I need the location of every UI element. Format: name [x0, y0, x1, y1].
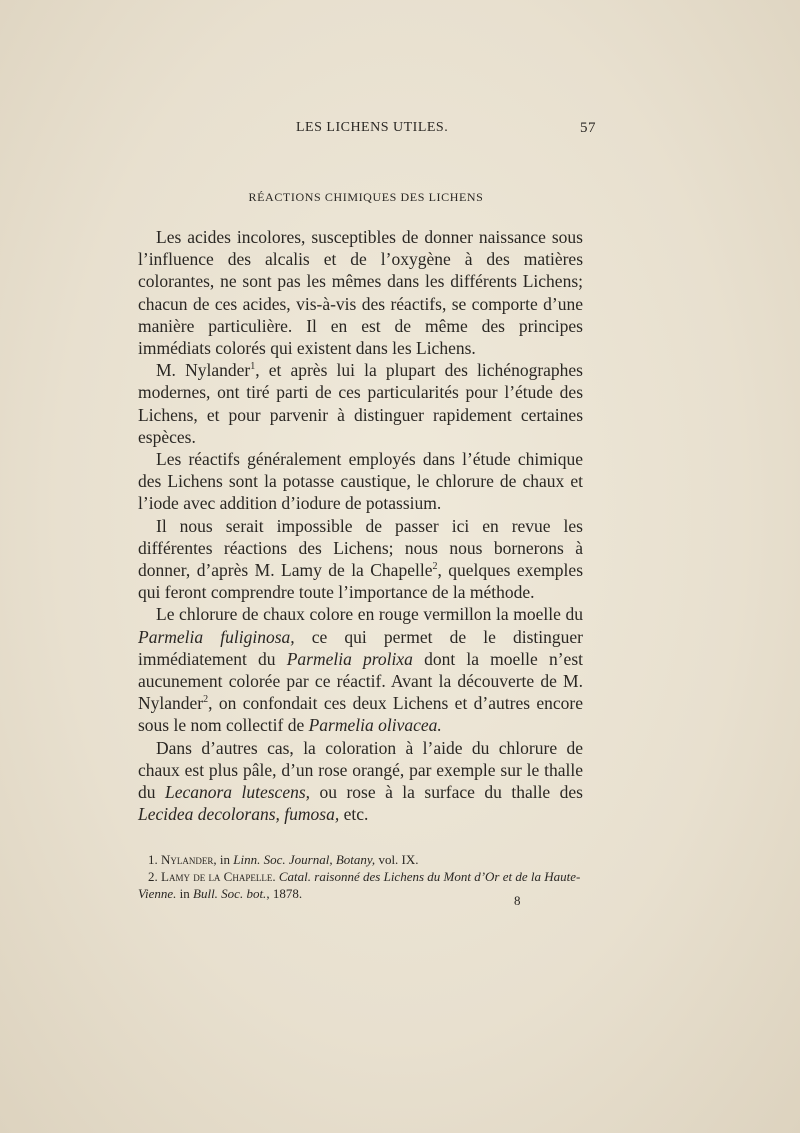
paragraph-4: Il nous serait impossible de passer ici en revue les différentes réactions des Lichens; nous nous bornerons à donner, d’après M. Lamy de la Chapelle$^2$, quelques exemples qui feront comprendre toute l’importance de la méthode.	[138, 515, 584, 603]
footnote-ref[interactable]: 2	[203, 694, 209, 706]
running-head	[136, 120, 596, 140]
footnote-1: 1. Nylander, in Linn. Soc. Journal, Botany, vol. IX.	[148, 852, 419, 867]
signature-mark: 8	[514, 893, 521, 908]
paragraph-3: Les réactifs généralement employés dans l’étude chimique des Lichens sont la potasse caustique, le chlorure de chaux et l’iode avec addition d’iodure de potassium.	[138, 449, 583, 514]
paragraph-2: M. Nylander$^1$, et après lui la plupart des lichénographes modernes, ont tiré parti de ces particularités pour l’étude des Lichens, et pour parvenir à distinguer rapidement certaines espèces.	[138, 360, 583, 447]
page-number: 57	[580, 120, 596, 136]
paragraph-1: Les acides incolores, susceptibles de donner naissance sous l’influence des alcalis et de l’oxygène à des matières colorantes, ne sont pas les mêmes dans les différents Lichens; chacun de ces acides, vis-à-vis des réactifs, se comporte d’une manière particulière. Il en est de même des principes immédiats colorés qui existent dans les Lichens.	[138, 227, 583, 359]
footnote-2: 2. Lamy de la Chapelle. Catal. raisonné des Lichens du Mont d’Or et de la Haute-Vienne. in Bull. Soc. bot., 1878.	[138, 869, 581, 901]
section-title: RÉACTIONS CHIMIQUES DES LICHENS	[248, 190, 484, 204]
footnote-ref[interactable]: 1	[250, 361, 256, 373]
paragraph-6: Dans d’autres cas, la coloration à l’aide du chlorure de chaux est plus pâle, d’un rose orangé, par exemple sur le thalle du Lecanora lutescens, ou rose à la surface du thalle des Lecidea decolorans, fumosa, etc.	[138, 737, 583, 825]
body-text	[138, 226, 583, 825]
footnote-ref[interactable]: 2	[432, 561, 438, 573]
running-title: LES LICHENS UTILES.	[296, 120, 449, 135]
paragraph-5: Le chlorure de chaux colore en rouge vermillon la moelle du Parmelia fuliginosa, ce qui permet de le distinguer immédiatement du Parmelia prolixa dont la moelle n’est aucunement colorée par ce réactif. Avant la découverte de M. Nylander$^2$, on confondait ces deux Lichens et d’autres encore sous le nom collectif de Parmelia olivacea.	[138, 604, 583, 736]
